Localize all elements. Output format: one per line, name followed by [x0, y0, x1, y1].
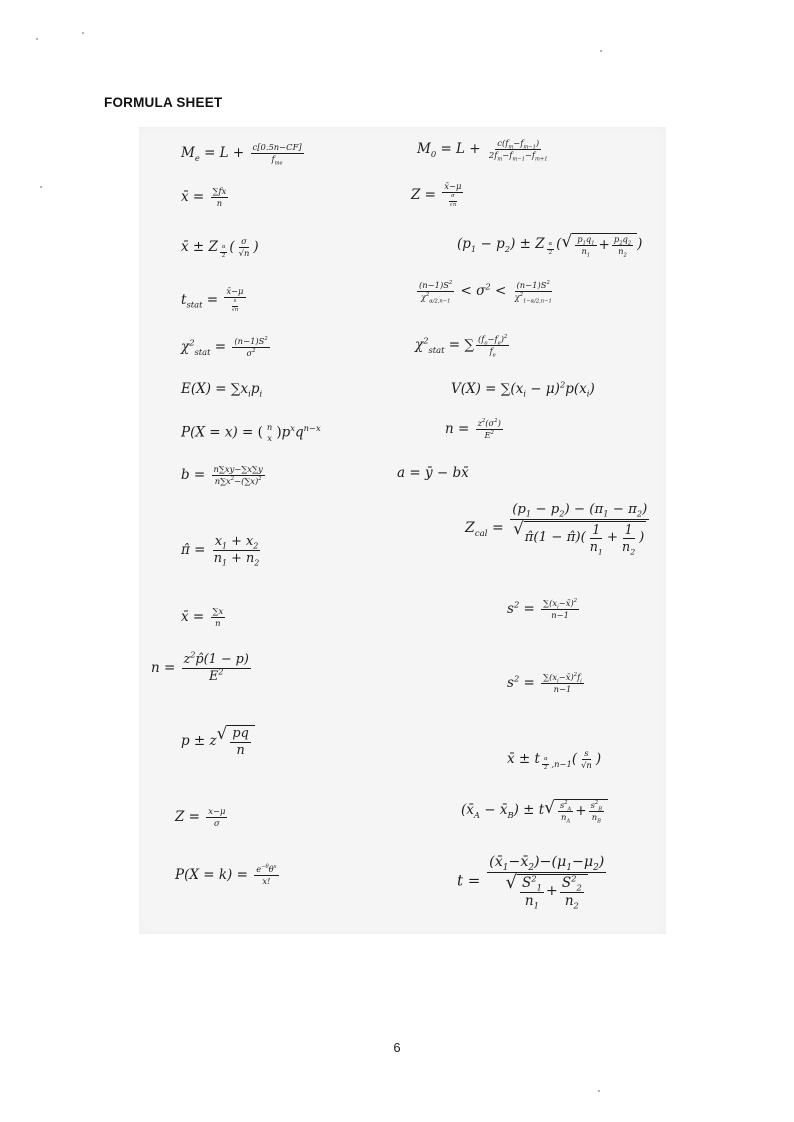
- formula-pooled-proportion: π̂ = $\frac{x_1 + x_2}{n_1 + n_2}$: [181, 534, 260, 568]
- formula-sample-variance: $s^2$ = $\frac{\sum(x_i-x̄)^2}{n-1}$: [507, 598, 578, 621]
- scan-speck: [36, 38, 38, 40]
- formula-binomial: P(X = x) = ( n x )$p^xq^{n-x}$: [181, 422, 321, 444]
- formula-confidence-interval-mean: x̄ ± Z $_{\frac{\alpha}{2}}$ ( $\frac{\sigma}{√n}$ ): [181, 236, 259, 259]
- formula-regression-intercept: a = ȳ − bx̄: [397, 465, 469, 481]
- formula-t-stat: $t_{stat}$ = $\frac{x̄-\mu}{\frac{s}{√n}}$: [181, 286, 244, 313]
- scan-speck: [600, 50, 602, 52]
- formula-z-stat-mean: Z = $\frac{x̄-\mu}{\frac{\sigma}{√n}}$: [411, 181, 462, 208]
- formula-poisson: P(X = k) = $\frac{e^{-\theta}\theta^x}{x!}$: [175, 864, 277, 887]
- formula-scan: [139, 127, 666, 934]
- formula-sample-size-mean: n = $\frac{z^2(\sigma^2)}{E^2}$: [445, 418, 501, 441]
- formula-z-score: Z = $\frac{x-\mu}{\sigma}$: [175, 806, 226, 829]
- formula-mode: $M_0 = L$ + $\frac{c(f_m-f_{m-1})}{2f_m-f_{m-1}-f_{m+1}}$: [417, 138, 548, 163]
- page-title: FORMULA SHEET: [104, 95, 223, 110]
- formula-proportion-interval: p ± z √ $\frac{pq}{n}$: [181, 725, 255, 758]
- formula-difference-means-interval: ($x̄_A$ − $x̄_B) \pm t$ √ $\frac{s^2_A}{n_A}$ + $\frac{s^2_B}{n_B}$: [461, 799, 608, 822]
- formula-chi-square-variance: $\chi^2_{stat}$ = $\frac{(n-1)S^2}{\sigma^2}$: [181, 336, 268, 359]
- formula-sample-size-proportion: n = $\frac{z^2p̂(1 - p)}{E^2}$: [151, 650, 249, 685]
- formula-chi-square-goodness: $\chi^2_{stat}$ = ∑ $\frac{(f_o-f_e)^2}{f_e}$: [415, 334, 508, 359]
- formula-variance-discrete: $V(X) = \sum(x_i - \mu)^2p(x_i)$: [451, 379, 595, 399]
- formula-grouped-variance: $s^2$ = $\frac{\sum(x_i-x̄)^2f_i}{n-1}$: [507, 672, 582, 695]
- formula-difference-proportions-interval: $(p_1 - p_2) \pm Z$ $_{\frac{\alpha}{2}}$ ( √ $\frac{p_1q_1}{n_1}$ + $\frac{p_2q_2}{n_2}$ ): [457, 231, 643, 259]
- formula-sample-mean: x̄ = $\frac{\sum x}{n}$: [181, 606, 224, 629]
- formula-variance-interval: $\frac{(n-1)S^2}{\chi^2_{\alpha/2,n-1}}$ < $\sigma^2$ < $\frac{(n-1)S^2}{\chi^2_{1-\alpha/2,n-1}}$: [419, 280, 552, 305]
- formula-t-interval: x̄ ± t $_{\frac{\alpha}{2} ,n-1}$( $\frac{s}{√n}$ ): [507, 748, 602, 771]
- scan-speck: [598, 1090, 600, 1092]
- page-number: 6: [393, 1040, 401, 1055]
- formula-t-difference-means: t = $(x̄_1-x̄_2)-(\mu_1-\mu_2)$ √ $\frac{S^2_1}{n_1}$ + $\frac{S^2_2}{n_2}$: [457, 854, 605, 911]
- scan-speck: [40, 186, 42, 188]
- formula-median: $M_e = L$ + $\frac{c[0.5n-CF]}{f_{me}}$: [181, 142, 302, 167]
- formula-z-difference-proportions: $Z_{cal}$ = $(p_1 - p_2) - (\pi_1 - \pi_2)$ √ π̂(1 − π̂)( $\frac{1}{n_1}$ + $\frac{1}{n_2}$ ): [465, 502, 648, 557]
- formula-expected-value: $E(X) = \sum x_ip_i$: [181, 381, 263, 399]
- formula-mean-frequency: x̄ = $\frac{\sum fx}{n}$: [181, 186, 227, 209]
- scan-speck: [82, 32, 84, 34]
- formula-regression-slope: b = $\frac{n\sum xy-\sum x\sum y}{n\sum x^2-(\sum x)^2}$: [181, 464, 263, 487]
